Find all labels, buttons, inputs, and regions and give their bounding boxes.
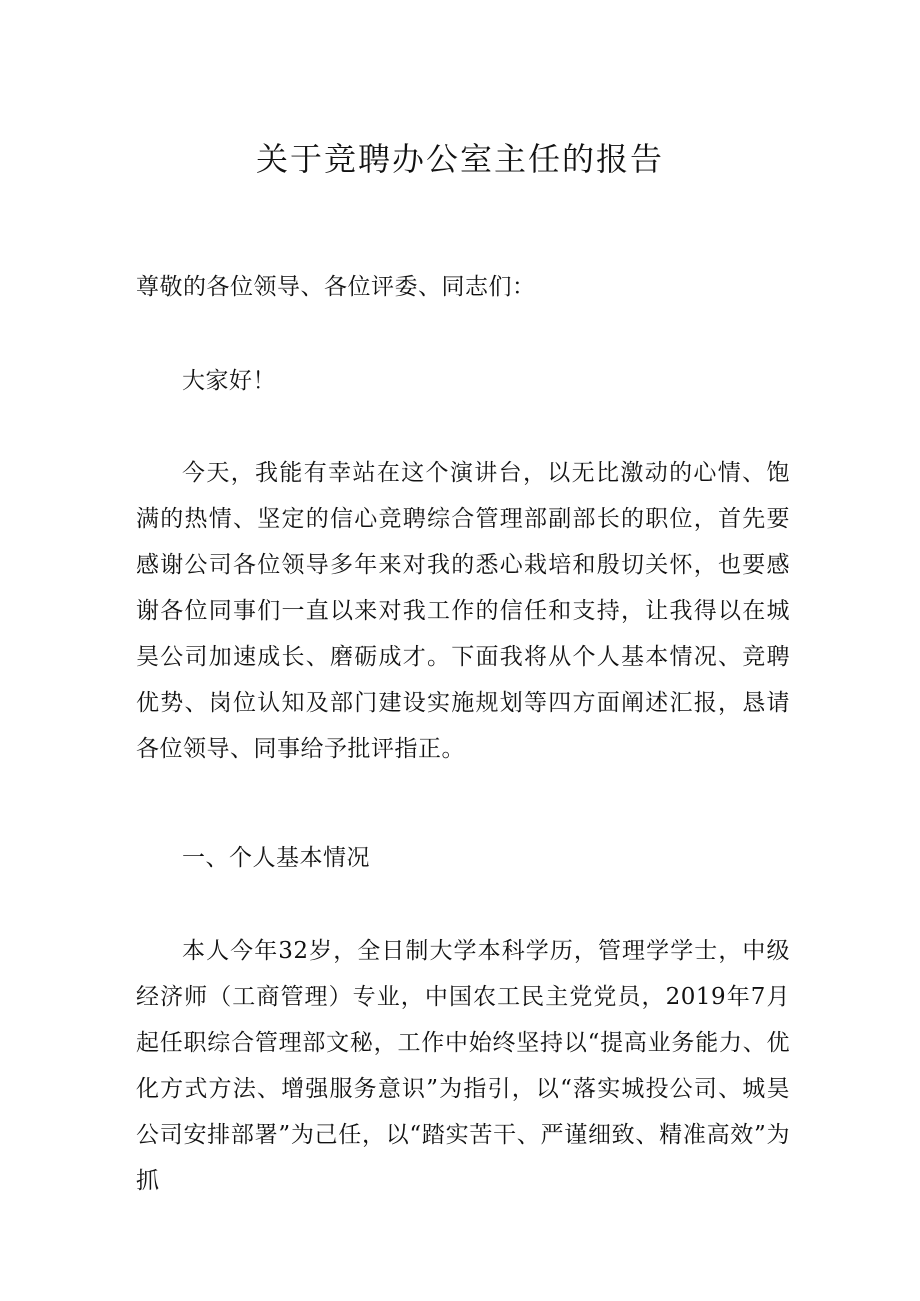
intro-paragraph: 今天，我能有幸站在这个演讲台，以无比激动的心情、饱满的热情、坚定的信心竞聘综合管理部副部长的职位，首先要感谢公司各位领导多年来对我的悉心栽培和殷切关怀，也要感谢各位同事们一直以来对我工作的信任和支持，让我得以在城昊公司加速成长、磨砺成才。下面我将从个人基本情况、竞聘优势、岗位认知及部门建设实施规划等四方面阐述汇报，恳请各位领导、同事给予批评指正。 [136,460,790,762]
section-heading: 一、个人基本情况 [182,845,370,871]
salutation: 尊敬的各位领导、各位评委、同志们： [136,274,536,300]
document-title: 关于竞聘办公室主任的报告 [255,140,664,178]
greeting: 大家好！ [182,368,276,394]
section-paragraph: 本人今年32岁，全日制大学本科学历，管理学学士，中级经济师（工商管理）专业，中国农工民主党党员，2019年7月起任职综合管理部文秘，工作中始终坚持以“提高业务能力、优化方式方法、增强服务意识”为指引，以“落实城投公司、城昊公司安排部署”为己任，以“踏实苦干、严谨细致、精准高效”为抓 [136,938,790,1194]
